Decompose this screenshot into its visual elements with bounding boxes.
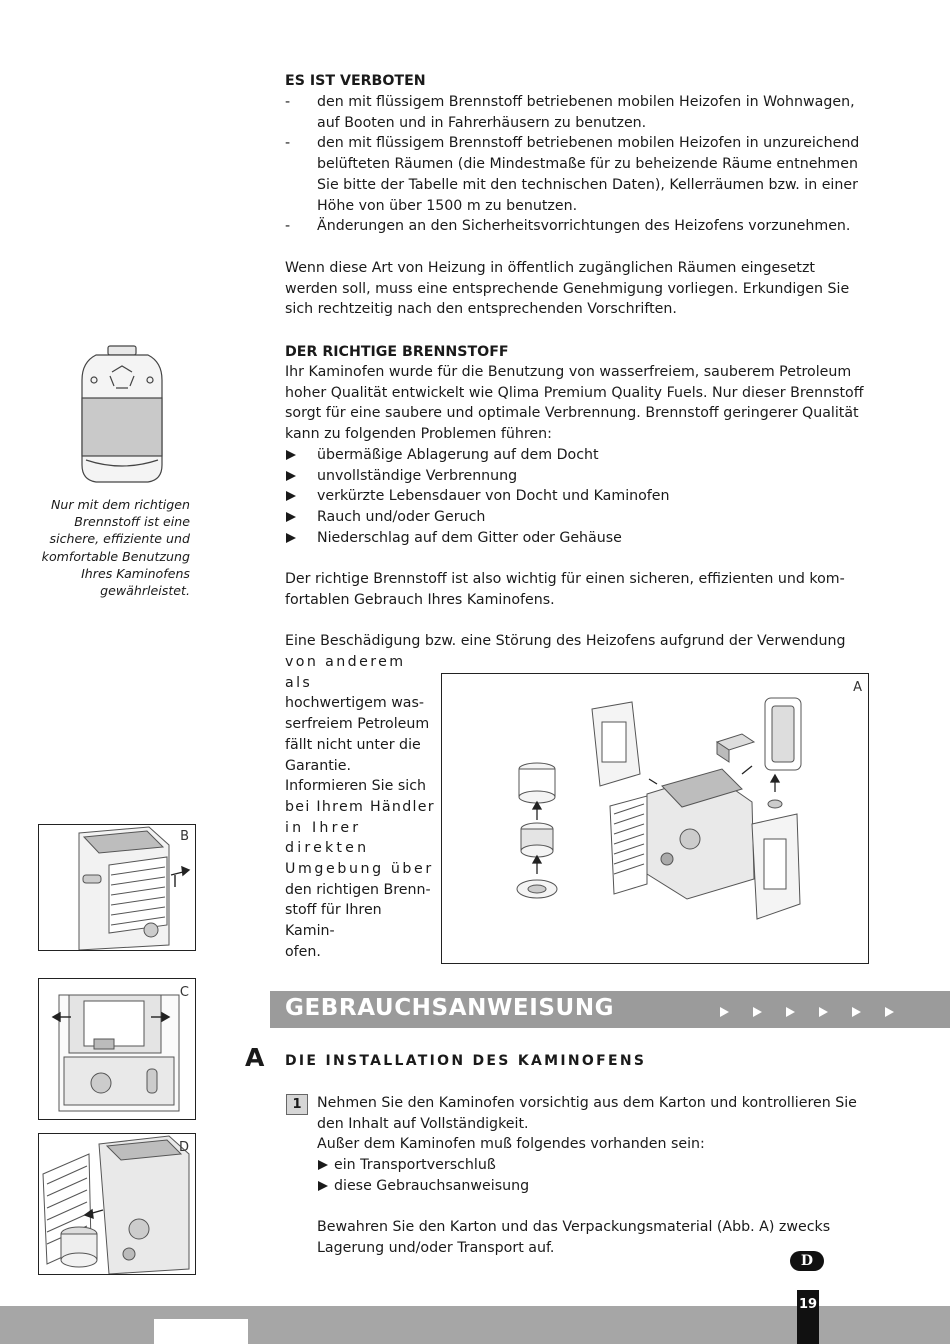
step-1-text: Nehmen Sie den Kaminofen vorsichtig aus dem Karton und kontrollieren Sie den Inhalt auf Vollständigkeit. Außer dem Kaminofen muß folgendes vorhanden sein: ein Transportverschluß diese Gebrauchsanweisung Bewahren Sie den Karton und das Verpackungsmaterial (Abb. A) zwecks Lagerung und/oder Transport auf.: [317, 1093, 877, 1259]
fuel-heading: DER RICHTIGE BRENNSTOFF: [285, 344, 509, 360]
triangle-bullet-icon: [286, 512, 296, 522]
arrow-right-icon: [852, 1007, 861, 1017]
figure-c: [38, 978, 196, 1120]
list-item: Niederschlag auf dem Gitter oder Gehäuse: [285, 528, 875, 549]
arrow-right-icon: [786, 1007, 795, 1017]
triangle-bullet-icon: [286, 491, 296, 501]
banner-arrow-icons: [720, 1002, 913, 1021]
triangle-bullet-icon: [286, 450, 296, 460]
figure-c-label: C: [179, 985, 189, 1000]
fuel-problems-list: [285, 445, 875, 549]
banner-title: GEBRAUCHSANWEISUNG: [285, 995, 615, 1021]
heater-open-drawing: [39, 979, 195, 1119]
heater-burner-drawing: [39, 1134, 195, 1274]
fuel-canister-illustration: [72, 340, 172, 490]
warranty-column: von anderem als hochwertigem was- serfreiem Petroleum fällt nicht unter die Garantie. Informieren Sie sich bei Ihrem Händler in Ihrer direkten Umgebung über den richtigen Brenn- stoff für Ihren Kamin- ofen.: [285, 654, 435, 960]
triangle-bullet-icon: [286, 533, 296, 543]
list-item: verkürzte Lebensdauer von Docht und Kaminofen: [285, 486, 875, 507]
figure-b-label: B: [180, 829, 189, 844]
instructions-banner: [270, 991, 950, 1028]
footer-white-tab: [154, 1319, 248, 1344]
list-item: Rauch und/oder Geruch: [285, 507, 875, 528]
forbidden-heading: ES IST VERBOTEN: [285, 73, 426, 89]
step-number-badge: 1: [286, 1094, 308, 1115]
arrow-right-icon: [819, 1007, 828, 1017]
arrow-right-icon: [720, 1007, 729, 1017]
heater-parts-drawing: [442, 674, 868, 963]
list-item: - den mit flüssigem Brennstoff betriebenen mobilen Heizofen in unzureichend belüfteten Räumen (die Mindestmaße für zu beheizende Räume entnehmen Sie bitte der Tabelle mit den technischen Daten), Kellerräumen bzw. in einer Höhe von über 1500 m zu benutzen.: [285, 135, 860, 214]
fuel-caption: Nur mit dem richtigen Brennstoff ist eine sichere, effiziente und komfortable Benutzung Ihres Kaminofens gewährleistet.: [41, 497, 190, 599]
fuel-conclusion: Der richtige Brennstoff ist also wichtig für einen sicheren, effizienten und kom- fortablen Gebrauch Ihres Kaminofens.: [285, 571, 845, 608]
language-badge: D: [790, 1251, 824, 1271]
page-number-tab: [797, 1290, 819, 1344]
heater-grille-drawing: [39, 825, 195, 950]
list-item: ein Transportverschluß: [317, 1155, 877, 1176]
list-item: unvollständige Verbrennung: [285, 466, 875, 487]
section-heading: DIE INSTALLATION DES KAMINOFENS: [285, 1053, 647, 1069]
page-number: 19: [798, 1297, 818, 1312]
fuel-intro: Ihr Kaminofen wurde für die Benutzung von wasserfreiem, sauberem Petroleum hoher Qualität entwickelt wie Qlima Premium Quality Fuels. Nur dieser Brennstoff sorgt für eine saubere und optimale Verbrennung. Brennstoff geringerer Qualität kann zu folgenden Problemen führen:: [285, 364, 864, 443]
list-item: diese Gebrauchsanweisung: [317, 1176, 877, 1197]
arrow-right-icon: [753, 1007, 762, 1017]
figure-a-exploded-view: [441, 673, 869, 964]
list-item: - Änderungen an den Sicherheitsvorrichtungen des Heizofens vorzunehmen.: [285, 218, 851, 235]
list-item: - den mit flüssigem Brennstoff betriebenen mobilen Heizofen in Wohnwagen, auf Booten und in Fahrerhäusern zu benutzen.: [285, 94, 855, 131]
triangle-bullet-icon: [286, 471, 296, 481]
list-item: übermäßige Ablagerung auf dem Docht: [285, 445, 875, 466]
warranty-first-line: Eine Beschädigung bzw. eine Störung des Heizofens aufgrund der Verwendung: [285, 633, 846, 649]
triangle-bullet-icon: [318, 1181, 328, 1191]
figure-a-label: A: [853, 680, 862, 695]
section-letter: A: [245, 1043, 265, 1072]
forbidden-list: [285, 92, 875, 237]
arrow-right-icon: [885, 1007, 894, 1017]
figure-b: [38, 824, 196, 951]
triangle-bullet-icon: [318, 1160, 328, 1170]
figure-d-label: D: [178, 1140, 189, 1155]
permit-paragraph: Wenn diese Art von Heizung in öffentlich zugänglichen Räumen eingesetzt werden soll, muss eine entsprechende Genehmigung vorliegen. Erkundigen Sie sich rechtzeitig nach den entsprechenden Vorschriften.: [285, 260, 850, 318]
page-footer: [0, 1297, 950, 1344]
figure-d: [38, 1133, 196, 1275]
